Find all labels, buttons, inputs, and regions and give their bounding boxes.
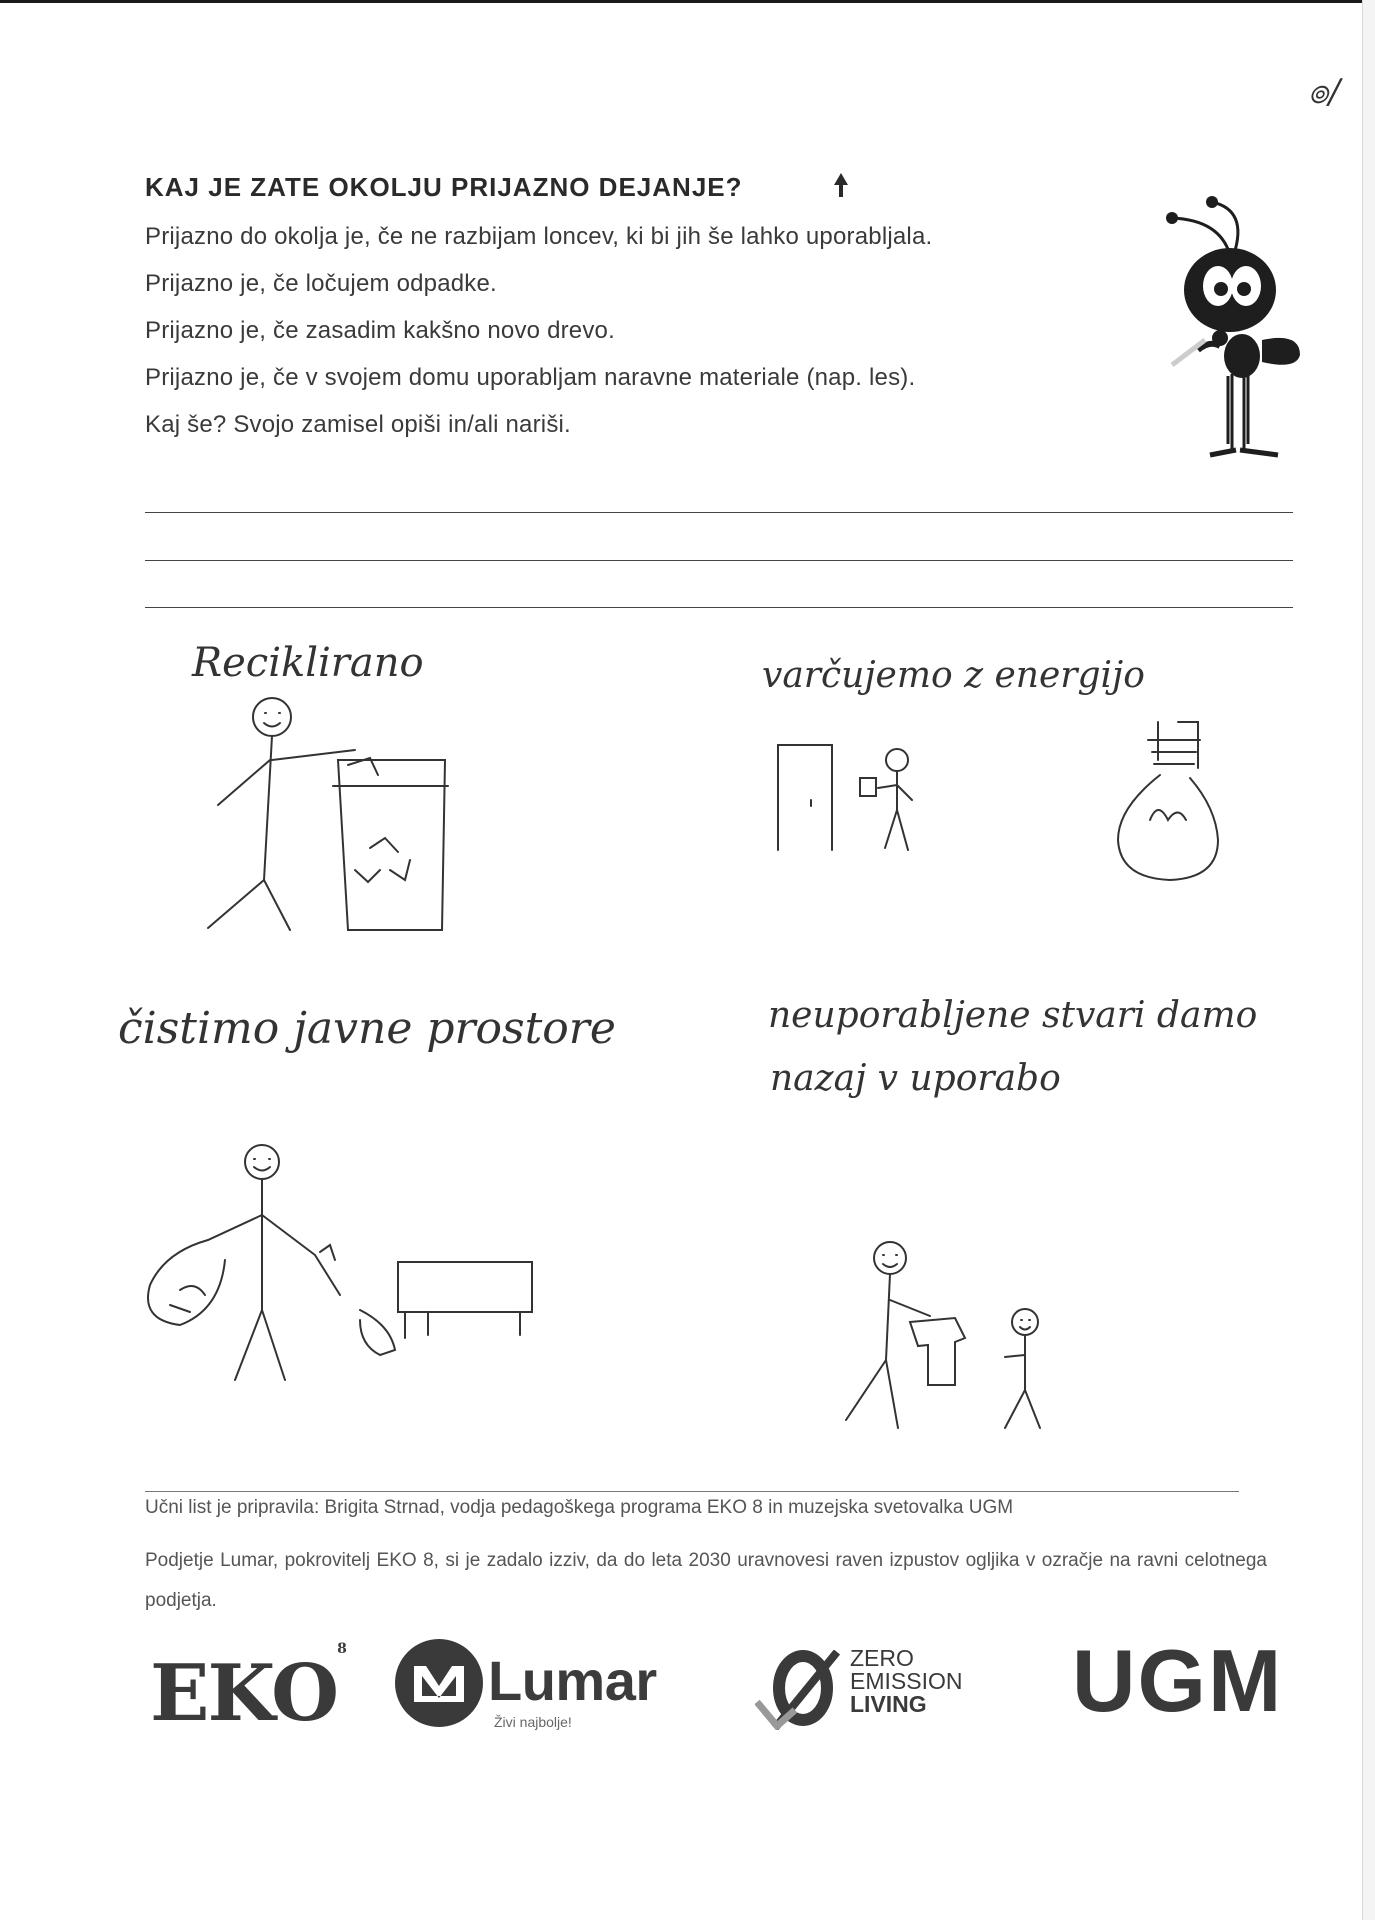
lumar-logo-icon	[392, 1636, 486, 1730]
footer-rule	[145, 1491, 1239, 1492]
reuse-drawing	[846, 1242, 1040, 1428]
lumar-tagline: Živi najbolje!	[494, 1714, 572, 1730]
caption-clean: čistimo javne prostore	[118, 1003, 616, 1054]
page-mark: ๏/	[1308, 72, 1341, 112]
eko-logo-text: EKO	[150, 1648, 338, 1739]
credit-line: Učni list je pripravila: Brigita Strnad, vodja pedagoškega programa EKO 8 in muzejska svetovalka UGM	[145, 1497, 1014, 1518]
zero-emission-logo-icon	[755, 1650, 845, 1730]
caption-reuse-1: neuporabljene stvari damo	[768, 995, 1258, 1036]
page-title: KAJ JE ZATE OKOLJU PRIJAZNO DEJANJE?	[145, 172, 743, 202]
prompt-line-5: Kaj še? Svojo zamisel opiši in/ali nariši.	[145, 411, 571, 438]
prompt-line-2: Prijazno je, če ločujem odpadke.	[145, 270, 497, 297]
zero-emission-line-3: LIVING	[850, 1691, 927, 1717]
eko-logo-number: 8	[337, 1641, 347, 1657]
zero-emission-line-2: EMISSION	[850, 1668, 963, 1694]
ugm-logo: UGM	[1072, 1631, 1284, 1730]
recycling-drawing	[208, 698, 448, 930]
caption-recycle: Reciklirano	[192, 640, 424, 686]
zero-emission-line-1: ZERO	[850, 1645, 914, 1671]
zero-emission-logo-text	[850, 1647, 962, 1716]
caption-reuse-2: nazaj v uporabo	[770, 1058, 1061, 1099]
sponsor-note: Podjetje Lumar, pokrovitelj EKO 8, si je zadalo izziv, da do leta 2030 uravnovesi raven izpustov ogljika v ozračje na ravni celotnega podjetja.	[145, 1550, 1267, 1611]
prompt-line-3: Prijazno je, če zasadim kakšno novo drevo.	[145, 317, 615, 344]
prompt-line-4: Prijazno je, če v svojem domu uporabljam naravne materiale (nap. les).	[145, 364, 916, 391]
energy-drawing	[778, 722, 1218, 880]
caption-energy: varčujemo z energijo	[762, 655, 1145, 696]
lumar-logo-text: Lumar	[488, 1649, 657, 1712]
cleaning-drawing	[148, 1145, 532, 1380]
eko8-logo	[150, 1641, 347, 1739]
prompt-line-1: Prijazno do okolja je, če ne razbijam loncev, ki bi jih še lahko uporabljala.	[145, 223, 933, 250]
